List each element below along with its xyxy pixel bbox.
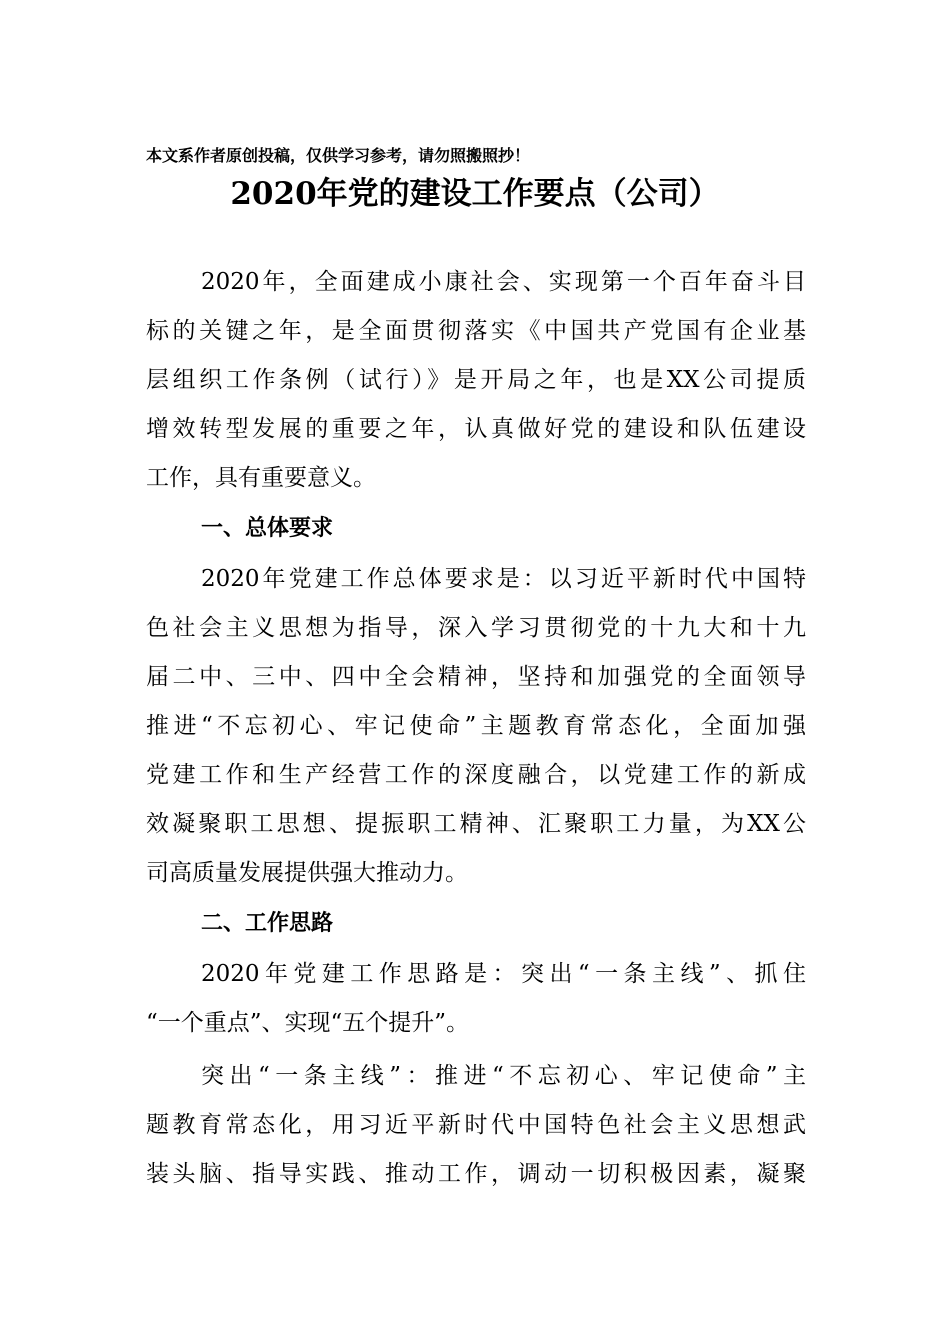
document-title: 2020年党的建设工作要点（公司）: [230, 176, 720, 212]
paragraph-line: 推进“不忘初心、牢记使命”主题教育常态化，全面加强: [146, 713, 806, 739]
paragraph-line: 标的关键之年，是全面贯彻落实《中国共产党国有企业基: [146, 318, 806, 344]
paragraph-line: 题教育常态化，用习近平新时代中国特色社会主义思想武: [146, 1112, 806, 1138]
section-heading: 二、工作思路: [201, 911, 334, 936]
paragraph-line: “一个重点”、实现“五个提升”。: [146, 1010, 470, 1036]
paragraph-line: 色社会主义思想为指导，深入学习贯彻党的十九大和十九: [146, 615, 806, 641]
document-body: [146, 258, 806, 1199]
paragraph-line: 效凝聚职工思想、提振职工精神、汇聚职工力量，为XX公: [146, 811, 806, 837]
paragraph-line: 突出“一条主线”：推进“不忘初心、牢记使命”主: [201, 1063, 806, 1089]
paragraph-line: 工作，具有重要意义。: [146, 465, 376, 491]
paragraph-line: 届二中、三中、四中全会精神，坚持和加强党的全面领导: [146, 664, 806, 690]
section-heading: 一、总体要求: [201, 516, 334, 541]
paragraph-line: 党建工作和生产经营工作的深度融合，以党建工作的新成: [146, 762, 806, 788]
paragraph-line: 2020年党建工作思路是：突出“一条主线”、抓住: [201, 961, 806, 987]
paragraph-line: 司高质量发展提供强大推动力。: [146, 860, 468, 886]
paragraph-line: 层组织工作条例（试行）》是开局之年，也是XX公司提质: [146, 367, 806, 393]
copyright-notice: 本文系作者原创投稿，仅供学习参考，请勿照搬照抄！: [146, 146, 531, 165]
paragraph-line: 2020年，全面建成小康社会、实现第一个百年奋斗目: [201, 269, 806, 295]
paragraph-line: 2020年党建工作总体要求是：以习近平新时代中国特: [201, 566, 806, 592]
paragraph-line: 增效转型发展的重要之年，认真做好党的建设和队伍建设: [146, 416, 806, 442]
paragraph-line: 装头脑、指导实践、推动工作，调动一切积极因素，凝聚: [146, 1161, 806, 1187]
